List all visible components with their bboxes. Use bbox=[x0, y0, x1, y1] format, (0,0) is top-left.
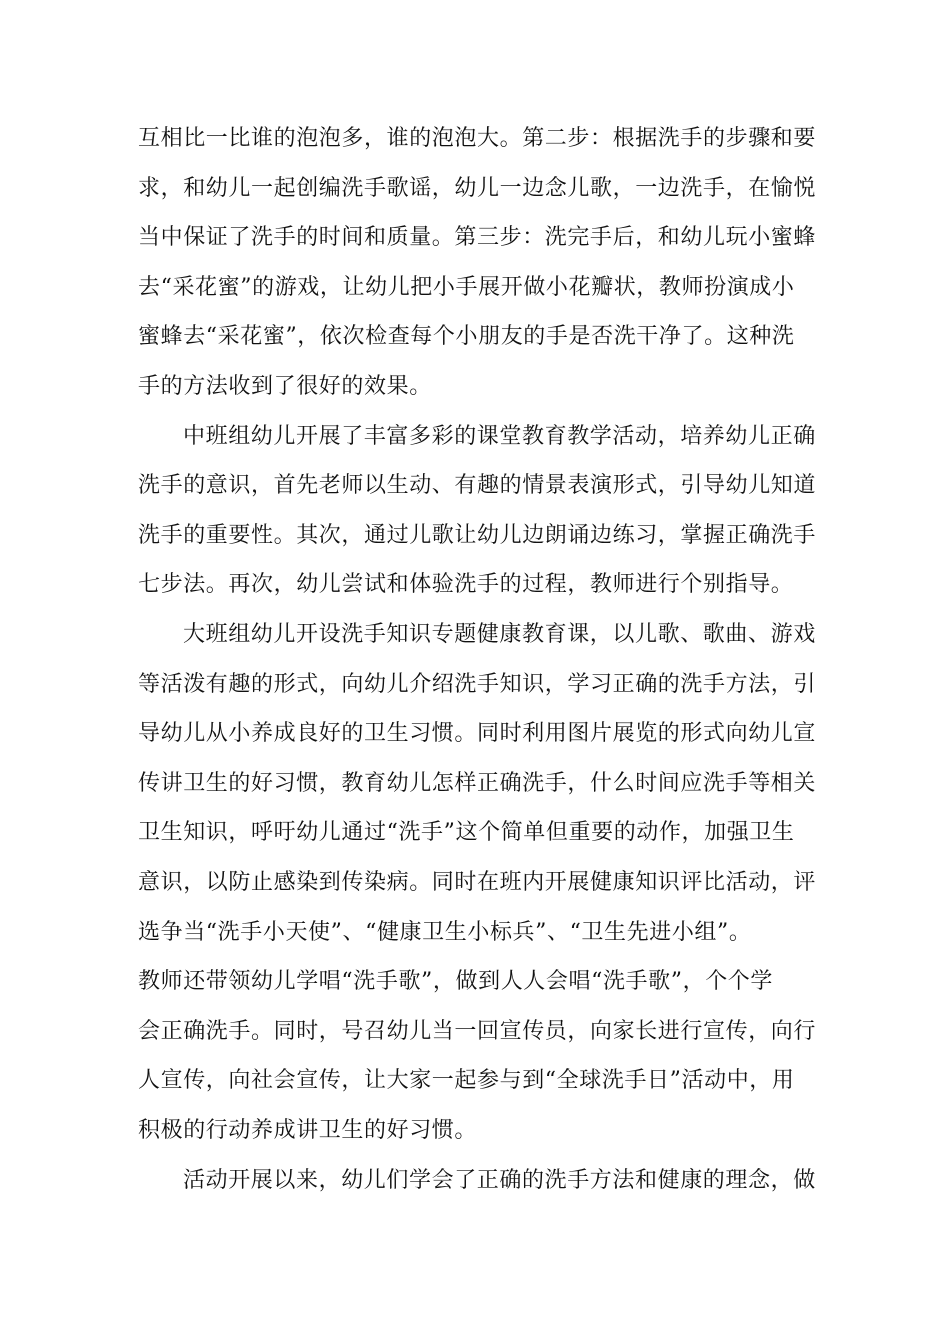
text-line: 积极的行动养成讲卫生的好习惯。 bbox=[138, 1118, 478, 1143]
text-line: 意识，以防止感染到传染病。同时在班内开展健康知识评比活动，评 bbox=[138, 870, 817, 895]
text-line: 等活泼有趣的形式，向幼儿介绍洗手知识，学习正确的洗手方法，引 bbox=[138, 671, 817, 697]
text-line: 七步法。再次，幼儿尝试和体验洗手的过程，教师进行个别指导。 bbox=[138, 572, 794, 598]
text-line: 活动开展以来，幼儿们学会了正确的洗手方法和健康的理念，做 bbox=[183, 1167, 816, 1193]
text-line: 导幼儿从小养成良好的卫生习惯。同时利用图片展览的形式向幼儿宣 bbox=[138, 721, 817, 747]
text-line: 选争当“洗手小天使”、“健康卫生小标兵”、“卫生先进小组”。 bbox=[138, 919, 752, 945]
text-line: 洗手的意识，首先老师以生动、有趣的情景表演形式，引导幼儿知道 bbox=[138, 473, 817, 499]
text-line: 互相比一比谁的泡泡多，谁的泡泡大。第二步：根据洗手的步骤和要 bbox=[138, 126, 817, 151]
text-line: 会正确洗手。同时，号召幼儿当一回宣传员，向家长进行宣传，向行 bbox=[138, 1018, 817, 1044]
text-line: 去“采花蜜”的游戏，让幼儿把小手展开做小花瓣状，教师扮演成小 bbox=[138, 274, 795, 300]
text-line: 蜜蜂去“采花蜜”，依次检查每个小朋友的手是否洗干净了。这种洗 bbox=[138, 324, 795, 350]
text-line: 人宣传，向社会宣传，让大家一起参与到“全球洗手日”活动中，用 bbox=[138, 1068, 795, 1094]
text-line: 中班组幼儿开展了丰富多彩的课堂教育教学活动，培养幼儿正确 bbox=[183, 423, 816, 449]
text-line: 传讲卫生的好习惯，教育幼儿怎样正确洗手，什么时间应洗手等相关 bbox=[138, 770, 817, 796]
text-line: 当中保证了洗手的时间和质量。第三步：洗完手后，和幼儿玩小蜜蜂 bbox=[138, 225, 817, 251]
text-line: 求，和幼儿一起创编洗手歌谣，幼儿一边念儿歌，一边洗手，在愉悦 bbox=[138, 175, 817, 201]
text-line: 大班组幼儿开设洗手知识专题健康教育课，以儿歌、歌曲、游戏 bbox=[183, 622, 816, 647]
text-line: 教师还带领幼儿学唱“洗手歌”，做到人人会唱“洗手歌”，个个学 bbox=[138, 969, 773, 995]
text-line: 卫生知识，呼吁幼儿通过“洗手”这个简单但重要的动作，加强卫生 bbox=[138, 820, 795, 846]
text-line: 洗手的重要性。其次，通过儿歌让幼儿边朗诵边练习，掌握正确洗手 bbox=[138, 522, 817, 548]
text-line: 手的方法收到了很好的效果。 bbox=[138, 374, 432, 399]
